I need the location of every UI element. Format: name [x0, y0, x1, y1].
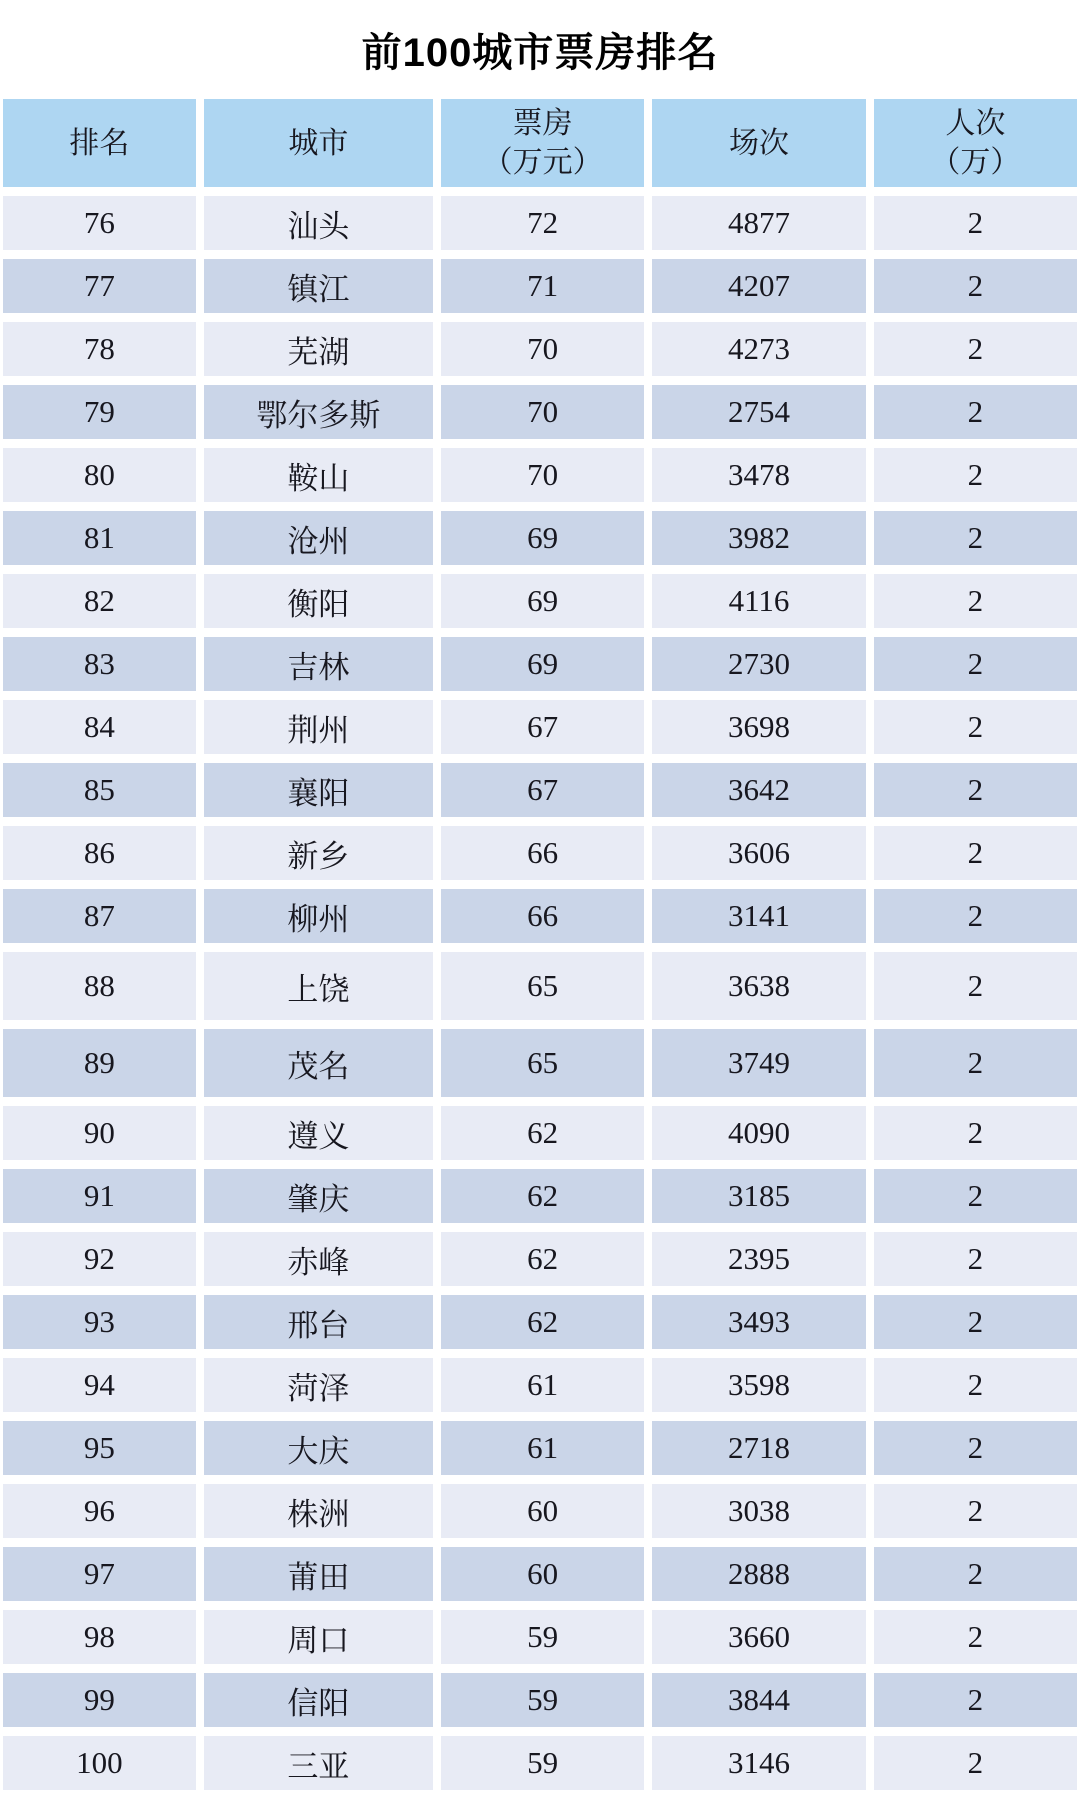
- boxoffice-cell: 71: [441, 259, 644, 313]
- page-title: 前100城市票房排名: [361, 31, 719, 75]
- rank-cell: 79: [3, 385, 196, 439]
- attendance-cell: 2: [874, 511, 1077, 565]
- sessions-cell: 2754: [652, 385, 866, 439]
- city-cell: 肇庆: [204, 1169, 433, 1223]
- column-header-label: 票房: [512, 107, 573, 140]
- rank-cell: 84: [3, 700, 196, 754]
- column-header-sessions: [652, 99, 866, 187]
- city-cell: 芜湖: [204, 322, 433, 376]
- rank-cell: 100: [3, 1736, 196, 1790]
- boxoffice-cell: 69: [441, 637, 644, 691]
- sessions-cell: 3749: [652, 1029, 866, 1097]
- table-row: [3, 1484, 1077, 1538]
- attendance-cell: 2: [874, 1029, 1077, 1097]
- boxoffice-cell: 67: [441, 700, 644, 754]
- sessions-cell: 3642: [652, 763, 866, 817]
- boxoffice-cell: 61: [441, 1358, 644, 1412]
- rank-cell: 81: [3, 511, 196, 565]
- attendance-cell: 2: [874, 1106, 1077, 1160]
- attendance-cell: 2: [874, 1610, 1077, 1664]
- boxoffice-cell: 62: [441, 1106, 644, 1160]
- boxoffice-cell: 67: [441, 763, 644, 817]
- column-header-label: 排名: [69, 126, 130, 160]
- city-cell: 襄阳: [204, 763, 433, 817]
- column-header-rank: [3, 99, 196, 187]
- table-row: [3, 1673, 1077, 1727]
- attendance-cell: 2: [874, 826, 1077, 880]
- boxoffice-cell: 70: [441, 385, 644, 439]
- attendance-cell: 2: [874, 1673, 1077, 1727]
- attendance-cell: 2: [874, 1232, 1077, 1286]
- sessions-cell: 3598: [652, 1358, 866, 1412]
- column-header-unit: （万）: [930, 146, 1021, 179]
- city-cell: 三亚: [204, 1736, 433, 1790]
- column-header-attendance: [874, 99, 1077, 187]
- rank-cell: 92: [3, 1232, 196, 1286]
- rank-cell: 77: [3, 259, 196, 313]
- attendance-cell: 2: [874, 763, 1077, 817]
- attendance-cell: 2: [874, 385, 1077, 439]
- city-cell: 新乡: [204, 826, 433, 880]
- table-row: [3, 1106, 1077, 1160]
- rank-cell: 83: [3, 637, 196, 691]
- attendance-cell: 2: [874, 700, 1077, 754]
- sessions-cell: 3698: [652, 700, 866, 754]
- sessions-cell: 3982: [652, 511, 866, 565]
- table-row: [3, 196, 1077, 250]
- column-header-city: [204, 99, 433, 187]
- city-cell: 莆田: [204, 1547, 433, 1601]
- sessions-cell: 3141: [652, 889, 866, 943]
- sessions-cell: 3638: [652, 952, 866, 1020]
- city-cell: 吉林: [204, 637, 433, 691]
- rank-cell: 98: [3, 1610, 196, 1664]
- rank-cell: 80: [3, 448, 196, 502]
- city-cell: 荆州: [204, 700, 433, 754]
- column-header-label: 场次: [728, 126, 789, 160]
- city-cell: 赤峰: [204, 1232, 433, 1286]
- city-cell: 茂名: [204, 1029, 433, 1097]
- attendance-cell: 2: [874, 1358, 1077, 1412]
- table-row: [3, 826, 1077, 880]
- column-header-box_office: [441, 99, 644, 187]
- city-cell: 信阳: [204, 1673, 433, 1727]
- city-cell: 大庆: [204, 1421, 433, 1475]
- ranking-table: [0, 90, 1080, 1799]
- table-row: [3, 1421, 1077, 1475]
- attendance-cell: 2: [874, 259, 1077, 313]
- column-header-unit: （万元）: [482, 146, 603, 179]
- boxoffice-cell: 60: [441, 1484, 644, 1538]
- table-row: [3, 322, 1077, 376]
- table-row: [3, 1169, 1077, 1223]
- table-row: [3, 448, 1077, 502]
- attendance-cell: 2: [874, 1421, 1077, 1475]
- rank-cell: 91: [3, 1169, 196, 1223]
- table-row: [3, 952, 1077, 1020]
- sessions-cell: 4273: [652, 322, 866, 376]
- attendance-cell: 2: [874, 574, 1077, 628]
- rank-cell: 89: [3, 1029, 196, 1097]
- city-cell: 柳州: [204, 889, 433, 943]
- boxoffice-cell: 61: [441, 1421, 644, 1475]
- table-row: [3, 889, 1077, 943]
- city-cell: 株洲: [204, 1484, 433, 1538]
- sessions-cell: 2395: [652, 1232, 866, 1286]
- sessions-cell: 2730: [652, 637, 866, 691]
- rank-cell: 78: [3, 322, 196, 376]
- table-row: [3, 1295, 1077, 1349]
- boxoffice-cell: 70: [441, 322, 644, 376]
- sessions-cell: 3478: [652, 448, 866, 502]
- city-cell: 上饶: [204, 952, 433, 1020]
- sessions-cell: 4116: [652, 574, 866, 628]
- boxoffice-cell: 60: [441, 1547, 644, 1601]
- table-row: [3, 259, 1077, 313]
- boxoffice-cell: 62: [441, 1232, 644, 1286]
- rank-cell: 90: [3, 1106, 196, 1160]
- boxoffice-cell: 69: [441, 574, 644, 628]
- rank-cell: 93: [3, 1295, 196, 1349]
- city-cell: 鄂尔多斯: [204, 385, 433, 439]
- city-cell: 汕头: [204, 196, 433, 250]
- sessions-cell: 2888: [652, 1547, 866, 1601]
- rank-cell: 99: [3, 1673, 196, 1727]
- rank-cell: 76: [3, 196, 196, 250]
- boxoffice-cell: 66: [441, 889, 644, 943]
- rank-cell: 85: [3, 763, 196, 817]
- sessions-cell: 2718: [652, 1421, 866, 1475]
- boxoffice-cell: 66: [441, 826, 644, 880]
- boxoffice-cell: 70: [441, 448, 644, 502]
- column-header-label: 人次: [945, 107, 1006, 140]
- sessions-cell: 4877: [652, 196, 866, 250]
- table-row: [3, 637, 1077, 691]
- table-row: [3, 1610, 1077, 1664]
- sessions-cell: 3146: [652, 1736, 866, 1790]
- rank-cell: 95: [3, 1421, 196, 1475]
- column-header-label: 城市: [288, 126, 349, 160]
- attendance-cell: 2: [874, 889, 1077, 943]
- attendance-cell: 2: [874, 1295, 1077, 1349]
- attendance-cell: 2: [874, 1547, 1077, 1601]
- boxoffice-cell: 72: [441, 196, 644, 250]
- rank-cell: 87: [3, 889, 196, 943]
- attendance-cell: 2: [874, 322, 1077, 376]
- sessions-cell: 4090: [652, 1106, 866, 1160]
- rank-cell: 88: [3, 952, 196, 1020]
- table-row: [3, 763, 1077, 817]
- sessions-cell: 3038: [652, 1484, 866, 1538]
- rank-cell: 94: [3, 1358, 196, 1412]
- boxoffice-cell: 69: [441, 511, 644, 565]
- city-cell: 周口: [204, 1610, 433, 1664]
- sessions-cell: 3844: [652, 1673, 866, 1727]
- attendance-cell: 2: [874, 448, 1077, 502]
- city-cell: 菏泽: [204, 1358, 433, 1412]
- sessions-cell: 3493: [652, 1295, 866, 1349]
- city-cell: 沧州: [204, 511, 433, 565]
- table-row: [3, 385, 1077, 439]
- boxoffice-cell: 59: [441, 1736, 644, 1790]
- rank-cell: 82: [3, 574, 196, 628]
- boxoffice-cell: 62: [441, 1169, 644, 1223]
- table-header: [3, 99, 1077, 187]
- sessions-cell: 3185: [652, 1169, 866, 1223]
- boxoffice-cell: 59: [441, 1673, 644, 1727]
- attendance-cell: 2: [874, 1169, 1077, 1223]
- city-cell: 邢台: [204, 1295, 433, 1349]
- table-row: [3, 1232, 1077, 1286]
- rank-cell: 96: [3, 1484, 196, 1538]
- city-cell: 镇江: [204, 259, 433, 313]
- rank-cell: 86: [3, 826, 196, 880]
- attendance-cell: 2: [874, 952, 1077, 1020]
- table-row: [3, 1358, 1077, 1412]
- table-row: [3, 1029, 1077, 1097]
- boxoffice-cell: 59: [441, 1610, 644, 1664]
- table-row: [3, 1736, 1077, 1790]
- city-cell: 遵义: [204, 1106, 433, 1160]
- attendance-cell: 2: [874, 637, 1077, 691]
- attendance-cell: 2: [874, 1484, 1077, 1538]
- boxoffice-cell: 65: [441, 1029, 644, 1097]
- boxoffice-cell: 65: [441, 952, 644, 1020]
- attendance-cell: 2: [874, 1736, 1077, 1790]
- sessions-cell: 3606: [652, 826, 866, 880]
- table-header-row: [3, 99, 1077, 187]
- sessions-cell: 3660: [652, 1610, 866, 1664]
- table-row: [3, 574, 1077, 628]
- rank-cell: 97: [3, 1547, 196, 1601]
- sessions-cell: 4207: [652, 259, 866, 313]
- table-row: [3, 700, 1077, 754]
- attendance-cell: 2: [874, 196, 1077, 250]
- table-row: [3, 1547, 1077, 1601]
- table-row: [3, 511, 1077, 565]
- boxoffice-cell: 62: [441, 1295, 644, 1349]
- city-cell: 鞍山: [204, 448, 433, 502]
- city-cell: 衡阳: [204, 574, 433, 628]
